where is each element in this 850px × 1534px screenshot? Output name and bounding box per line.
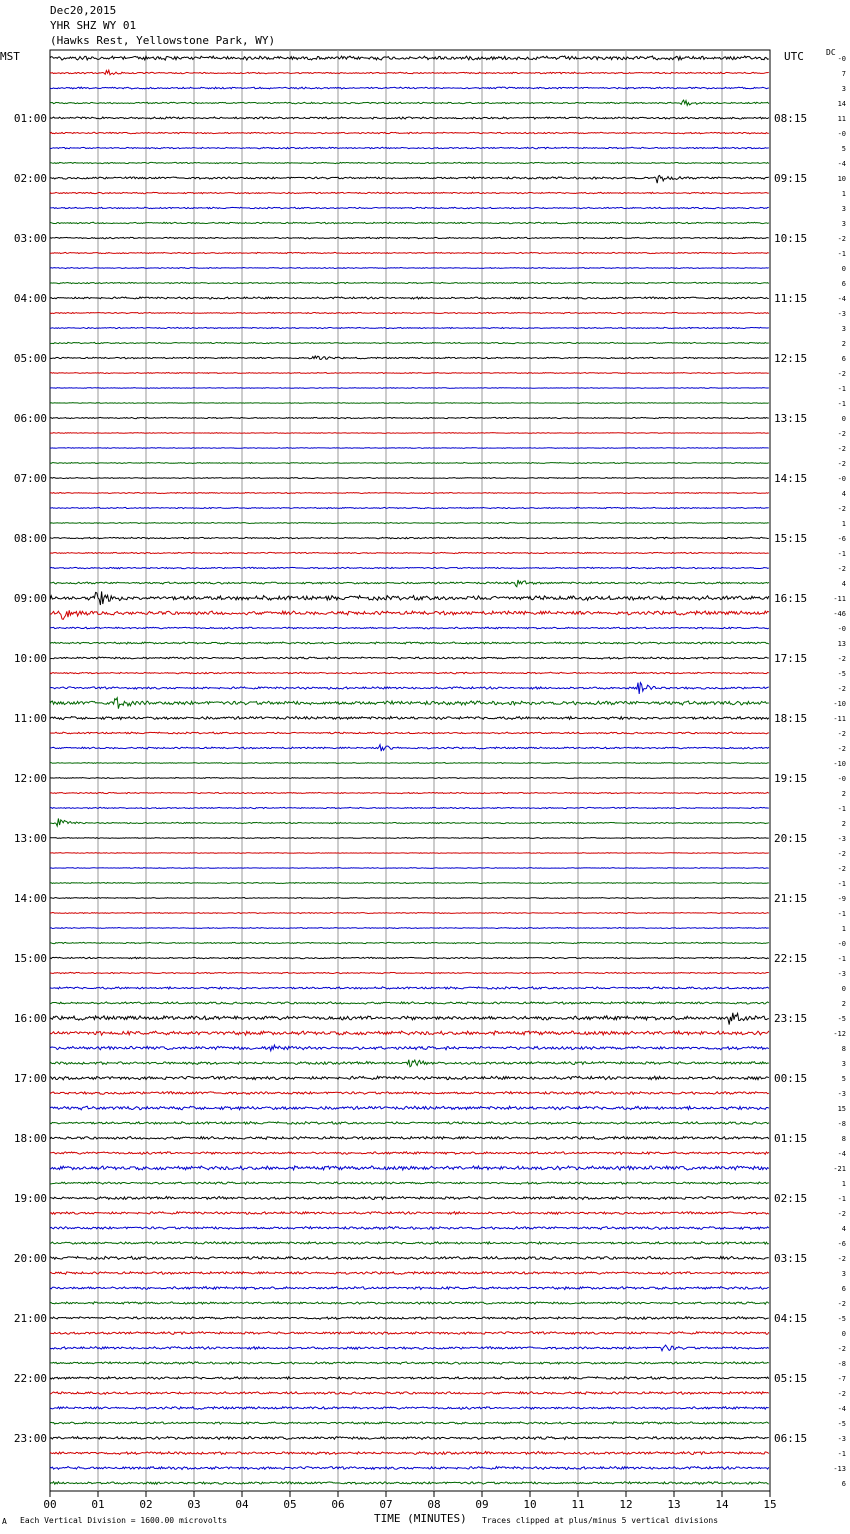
dc-offset-label: 3 xyxy=(841,85,846,93)
right-zone-label: UTC xyxy=(784,50,804,63)
dc-offset-label: -2 xyxy=(837,565,846,573)
dc-offset-label: -5 xyxy=(837,1015,846,1023)
right-hour-label: 19:15 xyxy=(774,772,808,785)
dc-offset-label: 0 xyxy=(841,1330,846,1338)
dc-offset-label: 6 xyxy=(841,1285,846,1293)
dc-offset-label: -2 xyxy=(837,460,846,468)
x-axis-title: TIME (MINUTES) xyxy=(374,1512,467,1525)
seismic-trace xyxy=(50,1392,769,1395)
seismic-trace xyxy=(50,388,769,389)
seismic-trace xyxy=(50,897,769,898)
right-hour-label: 20:15 xyxy=(774,832,808,845)
seismic-trace xyxy=(50,792,769,793)
dc-offset-label: -5 xyxy=(837,1420,846,1428)
dc-offset-label: 4 xyxy=(841,580,846,588)
seismic-trace xyxy=(50,132,769,134)
seismic-trace xyxy=(50,972,769,973)
dc-offset-label: -6 xyxy=(837,1240,846,1248)
dc-offset-label: 3 xyxy=(841,1270,846,1278)
x-tick-label: 05 xyxy=(283,1498,297,1511)
left-hour-label: 17:00 xyxy=(13,1072,47,1085)
left-zone-label: MST xyxy=(0,50,20,63)
seismic-trace xyxy=(50,1332,769,1335)
seismic-trace xyxy=(50,1227,769,1230)
dc-offset-label: -12 xyxy=(833,1030,846,1038)
left-hour-label: 12:00 xyxy=(13,772,47,785)
left-hour-label: 01:00 xyxy=(13,112,47,125)
dc-offset-label: -1 xyxy=(837,880,846,888)
seismic-trace xyxy=(50,1137,769,1140)
x-tick-label: 14 xyxy=(715,1498,729,1511)
seismic-trace xyxy=(50,942,769,943)
seismic-trace xyxy=(50,1345,769,1351)
seismic-trace xyxy=(50,642,769,644)
x-tick-label: 06 xyxy=(331,1498,345,1511)
seismic-trace xyxy=(50,672,769,674)
seismic-trace xyxy=(50,162,769,163)
seismic-trace xyxy=(50,507,769,508)
right-hour-label: 23:15 xyxy=(774,1012,808,1025)
dc-offset-label: 2 xyxy=(841,340,846,348)
seismic-trace xyxy=(50,1287,769,1290)
dc-offset-label: 6 xyxy=(841,355,846,363)
seismic-trace xyxy=(50,175,769,183)
dc-offset-label: -2 xyxy=(837,445,846,453)
right-hour-label: 14:15 xyxy=(774,472,808,485)
seismic-trace xyxy=(50,732,769,734)
seismic-trace xyxy=(50,1377,769,1380)
dc-offset-label: 3 xyxy=(841,205,846,213)
seismic-trace xyxy=(50,327,769,328)
seismic-trace xyxy=(50,1437,769,1440)
seismic-trace xyxy=(50,282,769,283)
dc-offset-label: -1 xyxy=(837,250,846,258)
x-tick-label: 10 xyxy=(523,1498,537,1511)
dc-offset-label: -2 xyxy=(837,1300,846,1308)
seismic-trace xyxy=(50,237,769,239)
dc-offset-label: 5 xyxy=(841,1075,846,1083)
seismic-trace xyxy=(50,417,769,418)
seismic-trace xyxy=(50,657,769,659)
right-hour-label: 16:15 xyxy=(774,592,808,605)
left-hour-label: 09:00 xyxy=(13,592,47,605)
dc-offset-label: -2 xyxy=(837,430,846,438)
seismic-trace xyxy=(50,492,769,493)
seismic-trace xyxy=(50,522,769,523)
dc-offset-label: -13 xyxy=(833,1465,846,1473)
dc-offset-label: 1 xyxy=(841,520,846,528)
right-hour-label: 04:15 xyxy=(774,1312,808,1325)
seismic-trace xyxy=(50,957,769,959)
seismic-trace xyxy=(50,312,769,313)
seismic-trace xyxy=(50,683,769,694)
dc-offset-label: -11 xyxy=(833,715,846,723)
left-hour-label: 04:00 xyxy=(13,292,47,305)
right-hour-label: 15:15 xyxy=(774,532,808,545)
seismic-trace xyxy=(50,297,769,299)
seismic-trace xyxy=(50,567,769,569)
dc-offset-label: 8 xyxy=(841,1045,846,1053)
seismic-trace xyxy=(50,1076,769,1079)
seismic-trace xyxy=(50,356,769,359)
dc-offset-label: -5 xyxy=(837,1315,846,1323)
seismic-trace xyxy=(50,1002,769,1004)
left-hour-label: 23:00 xyxy=(13,1432,47,1445)
dc-offset-label: -1 xyxy=(837,385,846,393)
x-tick-label: 04 xyxy=(235,1498,249,1511)
dc-offset-label: -4 xyxy=(837,160,846,168)
seismic-trace xyxy=(50,912,769,913)
dc-offset-label: 15 xyxy=(837,1105,846,1113)
left-hour-label: 07:00 xyxy=(13,472,47,485)
dc-offset-label: -1 xyxy=(837,550,846,558)
dc-offset-label: -4 xyxy=(837,1405,846,1413)
right-hour-label: 02:15 xyxy=(774,1192,808,1205)
dc-offset-label: -2 xyxy=(837,730,846,738)
dc-offset-label: -2 xyxy=(837,1345,846,1353)
dc-offset-label: 10 xyxy=(837,175,846,183)
seismic-trace xyxy=(50,100,769,105)
dc-offset-label: -2 xyxy=(837,655,846,663)
plot-frame xyxy=(50,50,770,1491)
dc-offset-label: -0 xyxy=(837,130,846,138)
x-tick-label: 12 xyxy=(619,1498,633,1511)
seismic-trace xyxy=(50,477,769,478)
left-hour-label: 08:00 xyxy=(13,532,47,545)
x-tick-label: 01 xyxy=(91,1498,105,1511)
right-hour-label: 08:15 xyxy=(774,112,808,125)
left-hour-label: 13:00 xyxy=(13,832,47,845)
seismic-trace xyxy=(50,1467,769,1470)
seismic-trace xyxy=(50,1196,769,1199)
dc-offset-label: -8 xyxy=(837,1360,846,1368)
dc-offset-label: -0 xyxy=(837,940,846,948)
seismic-trace xyxy=(50,882,769,883)
seismic-trace xyxy=(50,1182,769,1184)
dc-offset-label: -4 xyxy=(837,295,846,303)
seismic-trace xyxy=(50,837,769,838)
seismic-trace xyxy=(50,1451,769,1454)
dc-offset-label: -2 xyxy=(837,1390,846,1398)
dc-offset-label: -1 xyxy=(837,1195,846,1203)
seismic-trace xyxy=(50,1106,769,1110)
seismic-trace xyxy=(50,252,769,253)
dc-offset-label: -2 xyxy=(837,370,846,378)
x-tick-label: 09 xyxy=(475,1498,489,1511)
dc-offset-label: -3 xyxy=(837,310,846,318)
dc-offset-label: 1 xyxy=(841,1180,846,1188)
dc-offset-label: 8 xyxy=(841,1135,846,1143)
chart-date: Dec20,2015 xyxy=(50,4,117,17)
seismic-trace xyxy=(50,117,769,119)
seismic-trace xyxy=(50,627,769,629)
left-hour-label: 05:00 xyxy=(13,352,47,365)
dc-offset-label: -3 xyxy=(837,835,846,843)
dc-offset-label: -7 xyxy=(837,1375,846,1383)
dc-offset-label: -2 xyxy=(837,1255,846,1263)
dc-label: DC xyxy=(826,48,836,57)
left-hour-label: 06:00 xyxy=(13,412,47,425)
dc-offset-label: -46 xyxy=(833,610,846,618)
seismic-trace xyxy=(50,716,769,719)
left-hour-label: 10:00 xyxy=(13,652,47,665)
x-tick-label: 02 xyxy=(139,1498,153,1511)
left-hour-label: 20:00 xyxy=(13,1252,47,1265)
dc-offset-label: -2 xyxy=(837,235,846,243)
dc-offset-label: -1 xyxy=(837,805,846,813)
dc-offset-label: 4 xyxy=(841,490,846,498)
right-hour-label: 17:15 xyxy=(774,652,808,665)
seismic-trace xyxy=(50,777,769,778)
dc-offset-label: 2 xyxy=(841,1000,846,1008)
dc-offset-label: 11 xyxy=(837,115,846,123)
seismic-trace xyxy=(50,610,769,619)
right-hour-label: 18:15 xyxy=(774,712,808,725)
seismic-trace xyxy=(50,56,769,60)
dc-offset-label: 13 xyxy=(837,640,846,648)
dc-offset-label: 7 xyxy=(841,70,846,78)
left-hour-label: 21:00 xyxy=(13,1312,47,1325)
dc-offset-label: -2 xyxy=(837,865,846,873)
seismic-trace xyxy=(50,1407,769,1410)
dc-offset-label: 0 xyxy=(841,265,846,273)
dc-offset-label: 0 xyxy=(841,415,846,423)
dc-offset-label: 2 xyxy=(841,790,846,798)
dc-offset-label: 0 xyxy=(841,985,846,993)
dc-offset-label: -0 xyxy=(837,475,846,483)
dc-offset-label: -1 xyxy=(837,910,846,918)
seismic-trace xyxy=(50,1166,769,1170)
dc-offset-label: -1 xyxy=(837,955,846,963)
right-hour-label: 21:15 xyxy=(774,892,808,905)
left-hour-label: 02:00 xyxy=(13,172,47,185)
dc-offset-label: 4 xyxy=(841,1225,846,1233)
dc-offset-label: -6 xyxy=(837,535,846,543)
x-tick-label: 13 xyxy=(667,1498,681,1511)
chart-location: (Hawks Rest, Yellowstone Park, WY) xyxy=(50,34,276,47)
seismic-trace xyxy=(50,807,769,808)
dc-offset-label: -1 xyxy=(837,400,846,408)
left-hour-label: 11:00 xyxy=(13,712,47,725)
seismic-trace xyxy=(50,1317,769,1320)
right-hour-label: 05:15 xyxy=(774,1372,808,1385)
seismic-trace xyxy=(50,1362,769,1364)
dc-offset-label: -4 xyxy=(837,1150,846,1158)
dc-offset-label: -0 xyxy=(837,55,846,63)
dc-offset-label: -5 xyxy=(837,670,846,678)
seismic-trace xyxy=(50,1152,769,1155)
seismic-trace xyxy=(50,1302,769,1304)
dc-offset-label: -21 xyxy=(833,1165,846,1173)
seismic-trace xyxy=(50,207,769,209)
x-tick-label: 00 xyxy=(43,1498,57,1511)
seismic-trace xyxy=(50,927,769,928)
seismic-trace xyxy=(50,1031,769,1035)
dc-offset-label: 6 xyxy=(841,280,846,288)
seismic-trace xyxy=(50,745,769,751)
seismic-trace xyxy=(50,591,769,605)
right-hour-label: 11:15 xyxy=(774,292,808,305)
dc-offset-label: -3 xyxy=(837,970,846,978)
seismic-trace xyxy=(50,1060,769,1067)
seismic-trace xyxy=(50,868,769,869)
left-hour-label: 03:00 xyxy=(13,232,47,245)
dc-offset-label: -11 xyxy=(833,595,846,603)
chart-station: YHR SHZ WY 01 xyxy=(50,19,137,32)
seismic-trace xyxy=(50,698,769,709)
seismic-trace xyxy=(50,462,769,463)
seismic-trace xyxy=(50,268,769,269)
seismic-trace xyxy=(50,1092,769,1095)
seismic-trace xyxy=(50,222,769,224)
dc-offset-label: -8 xyxy=(837,1120,846,1128)
left-hour-label: 18:00 xyxy=(13,1132,47,1145)
seismic-trace xyxy=(50,987,769,989)
seismic-trace xyxy=(50,70,769,75)
dc-offset-label: -2 xyxy=(837,850,846,858)
seismic-trace xyxy=(50,1122,769,1125)
seismic-trace xyxy=(50,1045,769,1051)
right-hour-label: 12:15 xyxy=(774,352,808,365)
grid-lines xyxy=(50,50,770,1491)
left-hour-label: 14:00 xyxy=(13,892,47,905)
seismic-trace xyxy=(50,1212,769,1215)
seismic-trace xyxy=(50,818,769,826)
left-hour-label: 19:00 xyxy=(13,1192,47,1205)
seismic-trace xyxy=(50,1422,769,1424)
x-tick-label: 15 xyxy=(763,1498,777,1511)
x-tick-label: 08 xyxy=(427,1498,441,1511)
dc-offset-label: 1 xyxy=(841,925,846,933)
clip-note: Traces clipped at plus/minus 5 vertical divisions xyxy=(482,1516,719,1525)
seismic-trace xyxy=(50,147,769,149)
x-tick-label: 07 xyxy=(379,1498,393,1511)
dc-offset-label: 6 xyxy=(841,1480,846,1488)
seismic-trace xyxy=(50,403,769,404)
dc-offset-label: 14 xyxy=(837,100,846,108)
seismic-trace xyxy=(50,1242,769,1245)
trace-group xyxy=(50,56,769,1484)
seismic-trace xyxy=(50,433,769,434)
dc-offset-label: -0 xyxy=(837,775,846,783)
corner-mark: A xyxy=(2,1517,7,1526)
seismic-trace xyxy=(50,342,769,343)
dc-offset-label: 2 xyxy=(841,820,846,828)
right-hour-label: 10:15 xyxy=(774,232,808,245)
dc-offset-label: -9 xyxy=(837,895,846,903)
right-hour-label: 09:15 xyxy=(774,172,808,185)
seismic-trace xyxy=(50,1256,769,1259)
dc-offset-label: -1 xyxy=(837,1450,846,1458)
dc-offset-label: -0 xyxy=(837,625,846,633)
left-hour-label: 15:00 xyxy=(13,952,47,965)
seismic-trace xyxy=(50,448,769,449)
dc-offset-label: 3 xyxy=(841,220,846,228)
dc-offset-label: -3 xyxy=(837,1435,846,1443)
dc-offset-label: -2 xyxy=(837,505,846,513)
dc-offset-label: 3 xyxy=(841,325,846,333)
seismic-trace xyxy=(50,1013,769,1025)
left-hour-label: 16:00 xyxy=(13,1012,47,1025)
x-tick-label: 11 xyxy=(571,1498,585,1511)
seismic-trace xyxy=(50,1272,769,1275)
right-hour-label: 06:15 xyxy=(774,1432,808,1445)
right-hour-label: 01:15 xyxy=(774,1132,808,1145)
seismic-trace xyxy=(50,853,769,854)
right-hour-label: 03:15 xyxy=(774,1252,808,1265)
dc-offset-label: -10 xyxy=(833,700,846,708)
x-tick-label: 03 xyxy=(187,1498,201,1511)
dc-offset-label: -3 xyxy=(837,1090,846,1098)
dc-offset-label: -10 xyxy=(833,760,846,768)
dc-offset-label: -2 xyxy=(837,685,846,693)
seismic-trace xyxy=(50,537,769,539)
left-hour-label: 22:00 xyxy=(13,1372,47,1385)
dc-offset-label: -2 xyxy=(837,1210,846,1218)
dc-offset-label: 3 xyxy=(841,1060,846,1068)
dc-offset-label: -2 xyxy=(837,745,846,753)
right-hour-label: 13:15 xyxy=(774,412,808,425)
seismic-trace xyxy=(50,192,769,194)
seismic-trace xyxy=(50,87,769,89)
x-ticks xyxy=(43,1491,776,1511)
seismic-trace xyxy=(50,1482,769,1485)
seismic-trace xyxy=(50,552,769,553)
dc-offset-label: 1 xyxy=(841,190,846,198)
right-hour-label: 22:15 xyxy=(774,952,808,965)
seismic-trace xyxy=(50,762,769,763)
dc-offset-label: 5 xyxy=(841,145,846,153)
seismic-trace xyxy=(50,580,769,587)
seismic-trace xyxy=(50,372,769,373)
right-hour-label: 00:15 xyxy=(774,1072,808,1085)
scale-note: Each Vertical Division = 1600.00 microvolts xyxy=(20,1516,228,1525)
